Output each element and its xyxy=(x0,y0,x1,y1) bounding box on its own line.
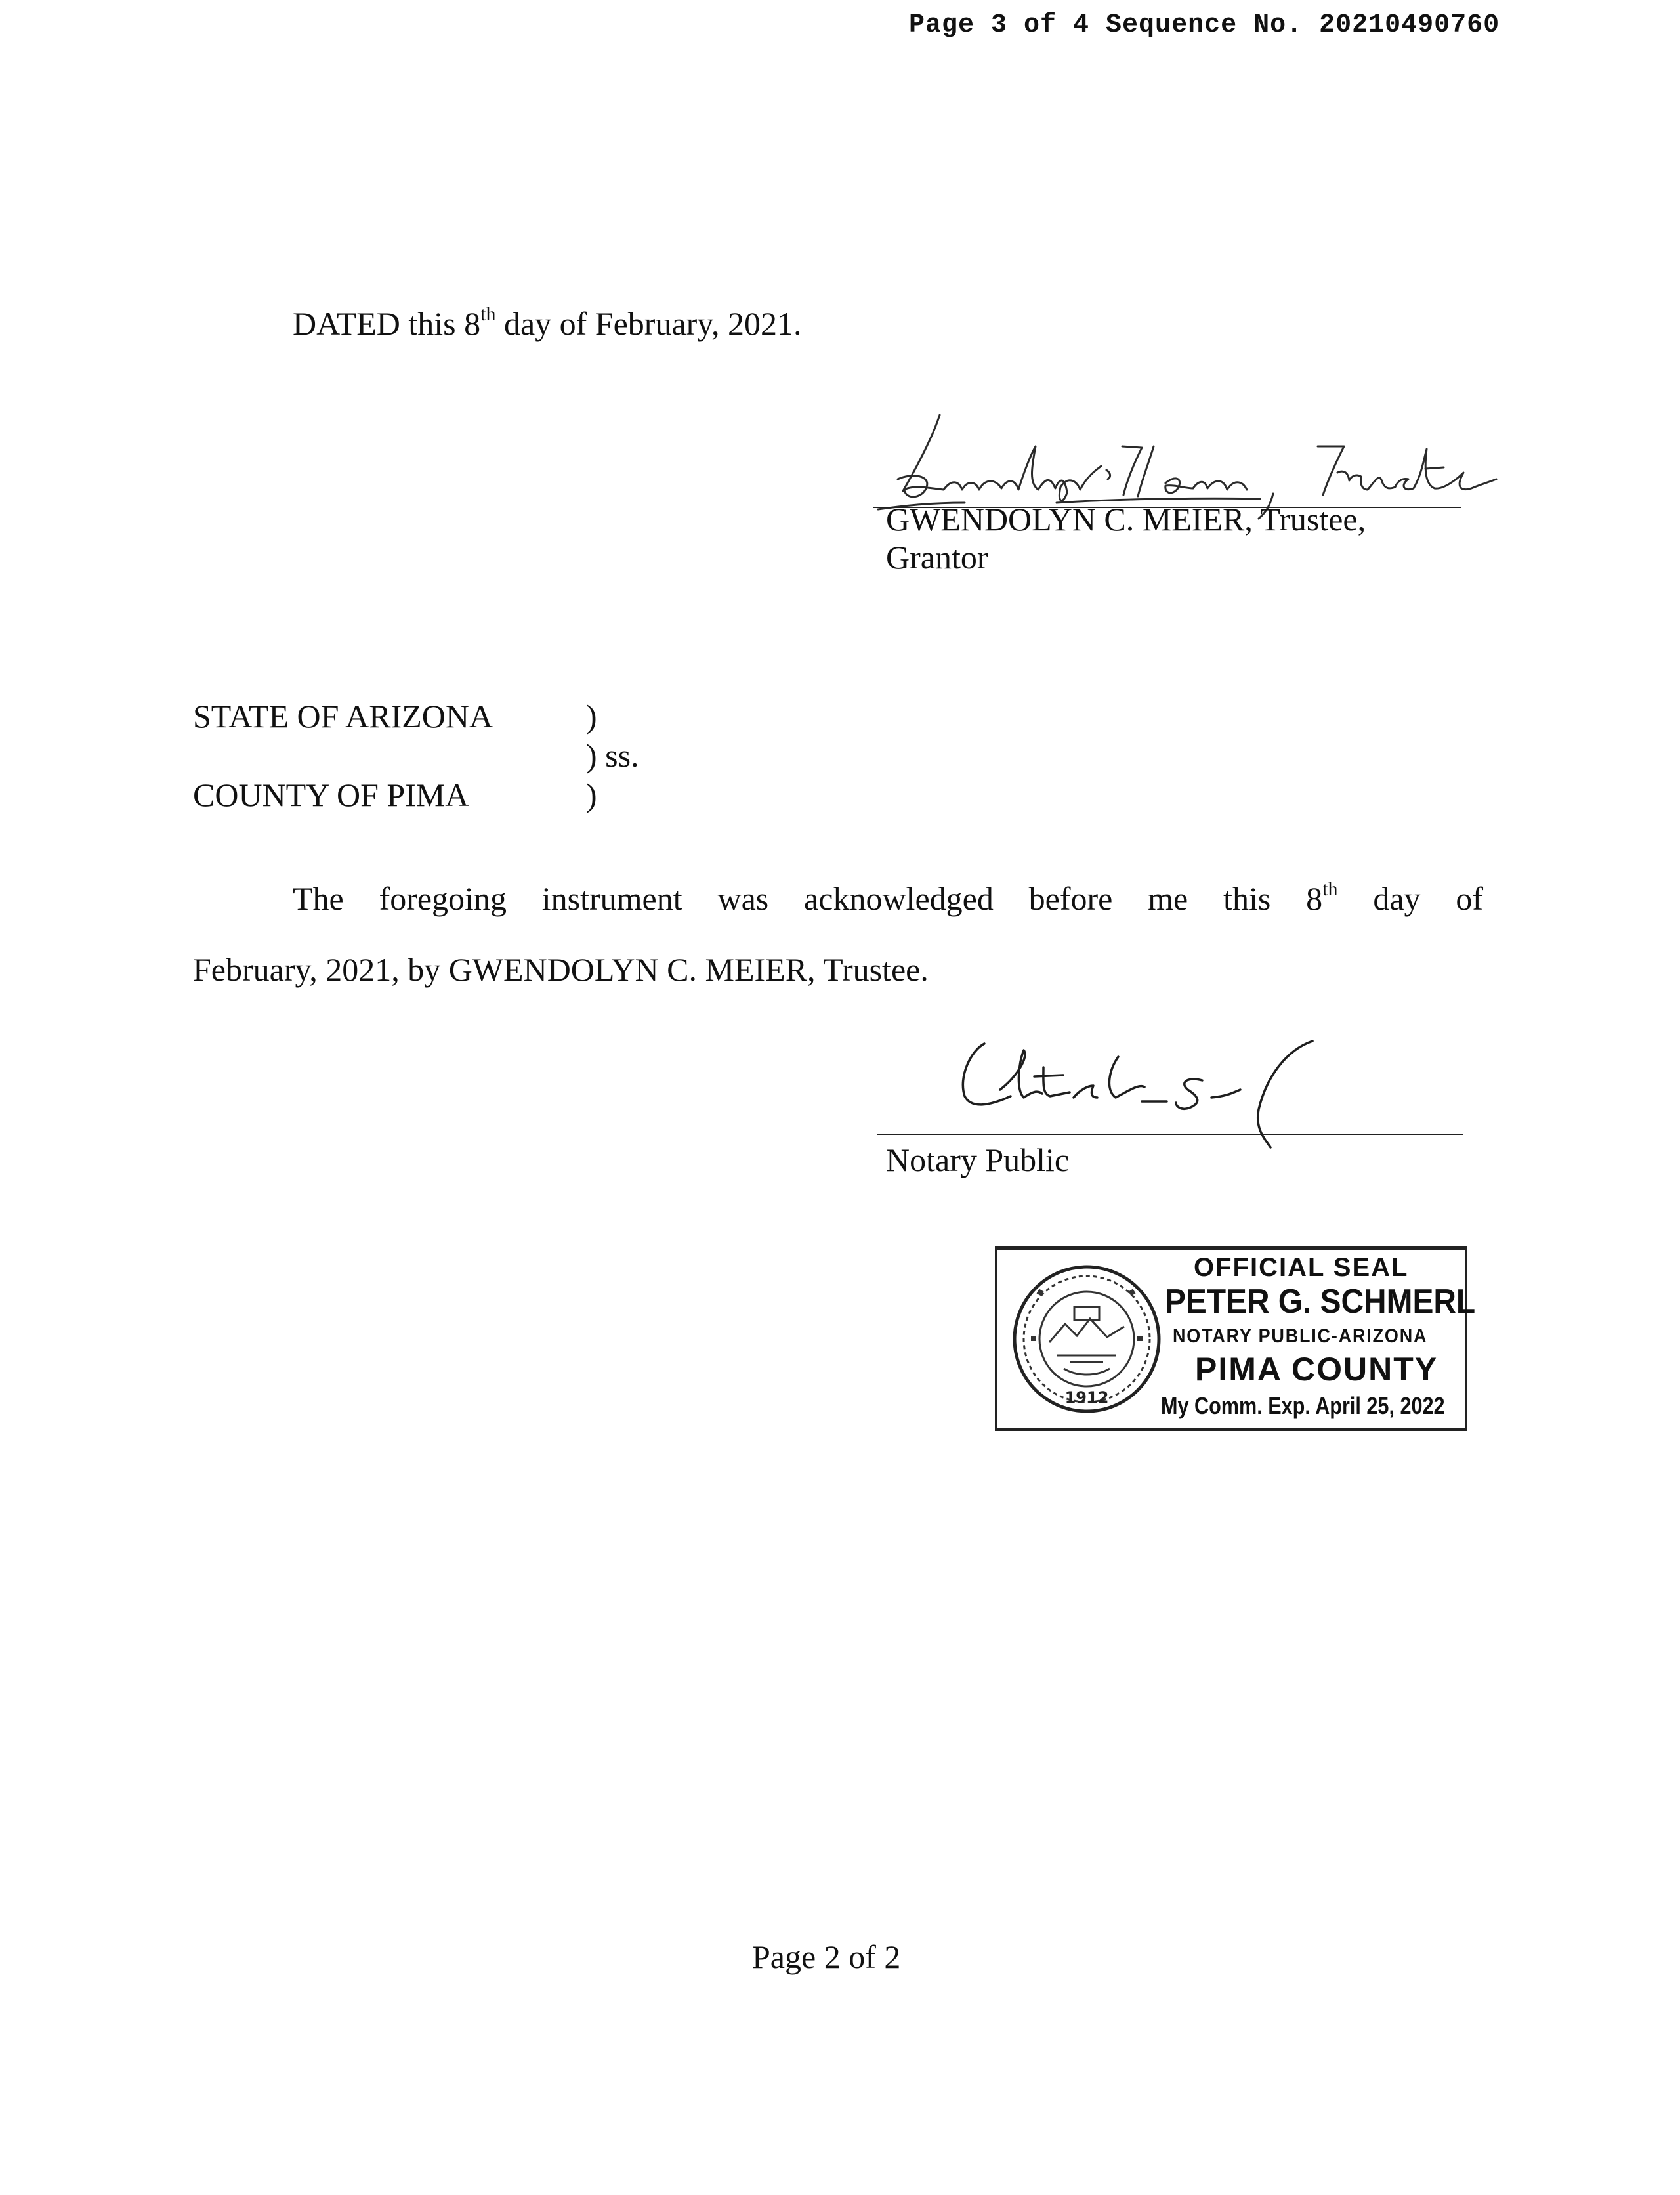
ack-line1-prefix: The foregoing instrument was acknowledged before me this 8 xyxy=(293,880,1323,917)
ack-line1-suffix: day of xyxy=(1337,880,1483,917)
dated-suffix: day of February, 2021. xyxy=(495,305,802,342)
venue-paren-1: ) xyxy=(586,698,597,735)
notary-seal-stamp xyxy=(995,1246,1476,1431)
footer-page-number: Page 2 of 2 xyxy=(752,1938,901,1975)
dated-ordinal: th xyxy=(480,303,496,325)
seal-county: PIMA COUNTY xyxy=(1195,1351,1438,1388)
page-sequence-header: Page 3 of 4 Sequence No. 20210490760 xyxy=(909,11,1500,40)
notary-signature xyxy=(945,1024,1352,1155)
venue-county: COUNTY OF PIMA xyxy=(193,777,469,813)
venue-state: STATE OF ARIZONA xyxy=(193,698,494,735)
acknowledgment-line-2: February, 2021, by GWENDOLYN C. MEIER, Trustee. xyxy=(193,951,929,988)
ack-ordinal: th xyxy=(1322,878,1338,900)
dated-prefix: DATED this 8 xyxy=(293,305,481,342)
notary-label: Notary Public xyxy=(886,1141,1070,1178)
seal-notary-state: NOTARY PUBLIC-ARIZONA xyxy=(1173,1325,1428,1347)
seal-notary-name: PETER G. SCHMERL xyxy=(1165,1283,1476,1321)
grantor-role: Grantor xyxy=(886,539,988,576)
state-seal-emblem xyxy=(1011,1264,1162,1415)
grantor-name: GWENDOLYN C. MEIER, Trustee, xyxy=(886,501,1366,538)
seal-title: OFFICIAL SEAL xyxy=(1194,1253,1409,1282)
venue-paren-ss: ) ss. xyxy=(586,737,639,774)
venue-paren-3: ) xyxy=(586,777,597,813)
dated-line xyxy=(293,305,802,343)
notary-signature-line xyxy=(877,1134,1463,1135)
seal-year: 1912 xyxy=(1064,1388,1109,1407)
acknowledgment-line-1 xyxy=(193,880,1483,918)
seal-commission-expiry: My Comm. Exp. April 25, 2022 xyxy=(1161,1392,1445,1419)
